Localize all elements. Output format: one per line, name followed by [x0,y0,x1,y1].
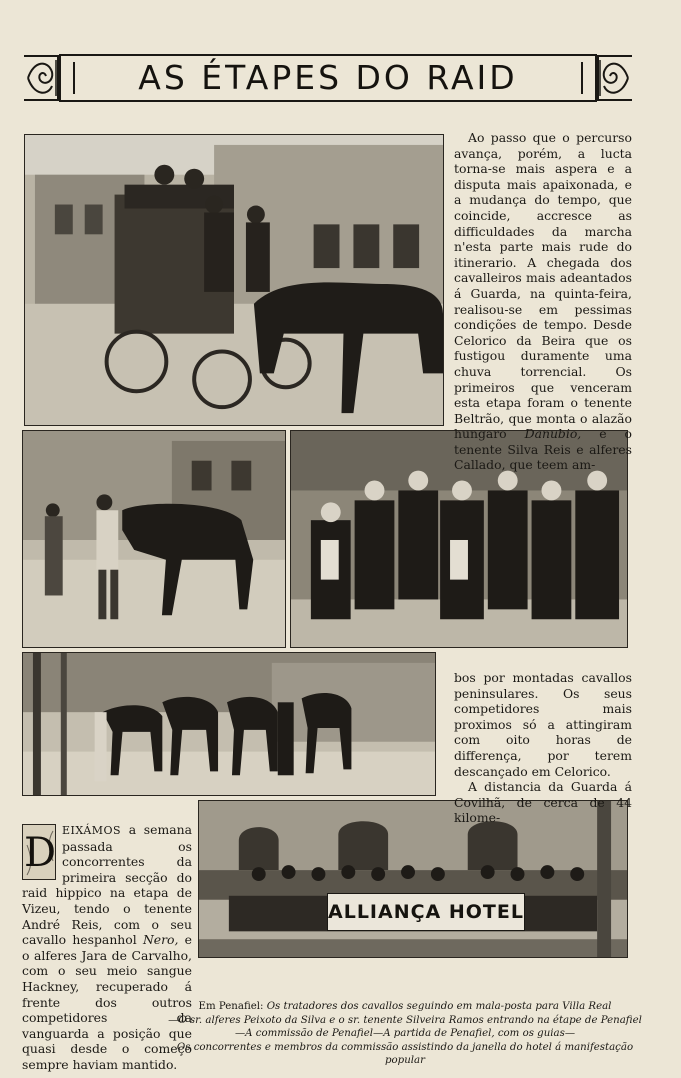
horse-name-danubio: Danubio, [524,426,582,442]
horse-rider-illustration [23,431,285,647]
horse-name-nero: Nero, [142,932,179,948]
horse-rider-photo [22,430,286,648]
departure-illustration [23,653,435,795]
mail-coach-photo [24,134,444,426]
mail-coach-illustration [25,135,443,425]
page-title: AS ÉTAPES DO RAID [138,58,518,97]
article-paragraph-2: bos por montadas cavallos peninsulares. Os seus competidores mais proximos só a attingiram com oito horas de differença, por terem descançado em Celorico. [454,670,632,779]
article-paragraph-3: A distancia da Guarda á Covilhã, de cerca de 44 kilome- [454,779,632,826]
caption-line-4: Os concorrentes e membros da commissão assistindo da janella do hotel á manifestação popular [176,1041,634,1067]
departure-photo [22,652,436,796]
caption-line-1: Em Penafiel: Os tratadores dos cavallos seguindo em mala-posta para Villa Real [198,1001,612,1012]
photo-caption [160,1000,650,1068]
drop-cap-letter: D [23,830,57,876]
article-paragraph-1: Ao passo que o percurso avança, porém, a lucta torna-se mais aspera e a disputa mais apaixonada, e a mudança do tempo, que coincide, accresce as difficuldades da marcha n'esta parte mais rude do itinerario. A chegada dos cavalleiros mais adeantados á Guarda, na quinta-feira, realisou-se em pessimas condições de tempo. Desde Celorico da Beira que os fustigou duramente uma chuva torrencial. Os primeiros que venceram esta etapa foram o tenente Beltrão, que monta o alazão hungaro Danubio, e o tenente Silva Reis e alferes Callado, que teem am- [454,130,632,473]
article-column-right-top [454,130,632,473]
hotel-banner-text: ALLIANÇA HOTEL [328,901,524,923]
article-intro-paragraph: EIXÁMOS a semana passada os concorrentes da primeira secção do raid hippico na etapa de Vizeu, tendo o tenente André Reis, com o seu cavallo hespanhol Nero, e o alferes Jara de Carvalho, com o seu meio sangue Hackney, recuperado á frente dos outros competidores da vanguarda a posição que quasi desde o começo sempre haviam mantido. [22,822,192,1072]
drop-cap [22,824,56,880]
caption-line-2: —O sr. alferes Peixoto da Silva e o sr. tenente Silveira Ramos entrando na étape de Penafiel [168,1014,642,1026]
hotel-banner [327,893,525,931]
caption-line-3: —A commissão de Penafiel—A partida de Penafiel, com os guias— [234,1028,576,1040]
article-column-right-middle [454,670,632,826]
page-header [22,52,634,104]
